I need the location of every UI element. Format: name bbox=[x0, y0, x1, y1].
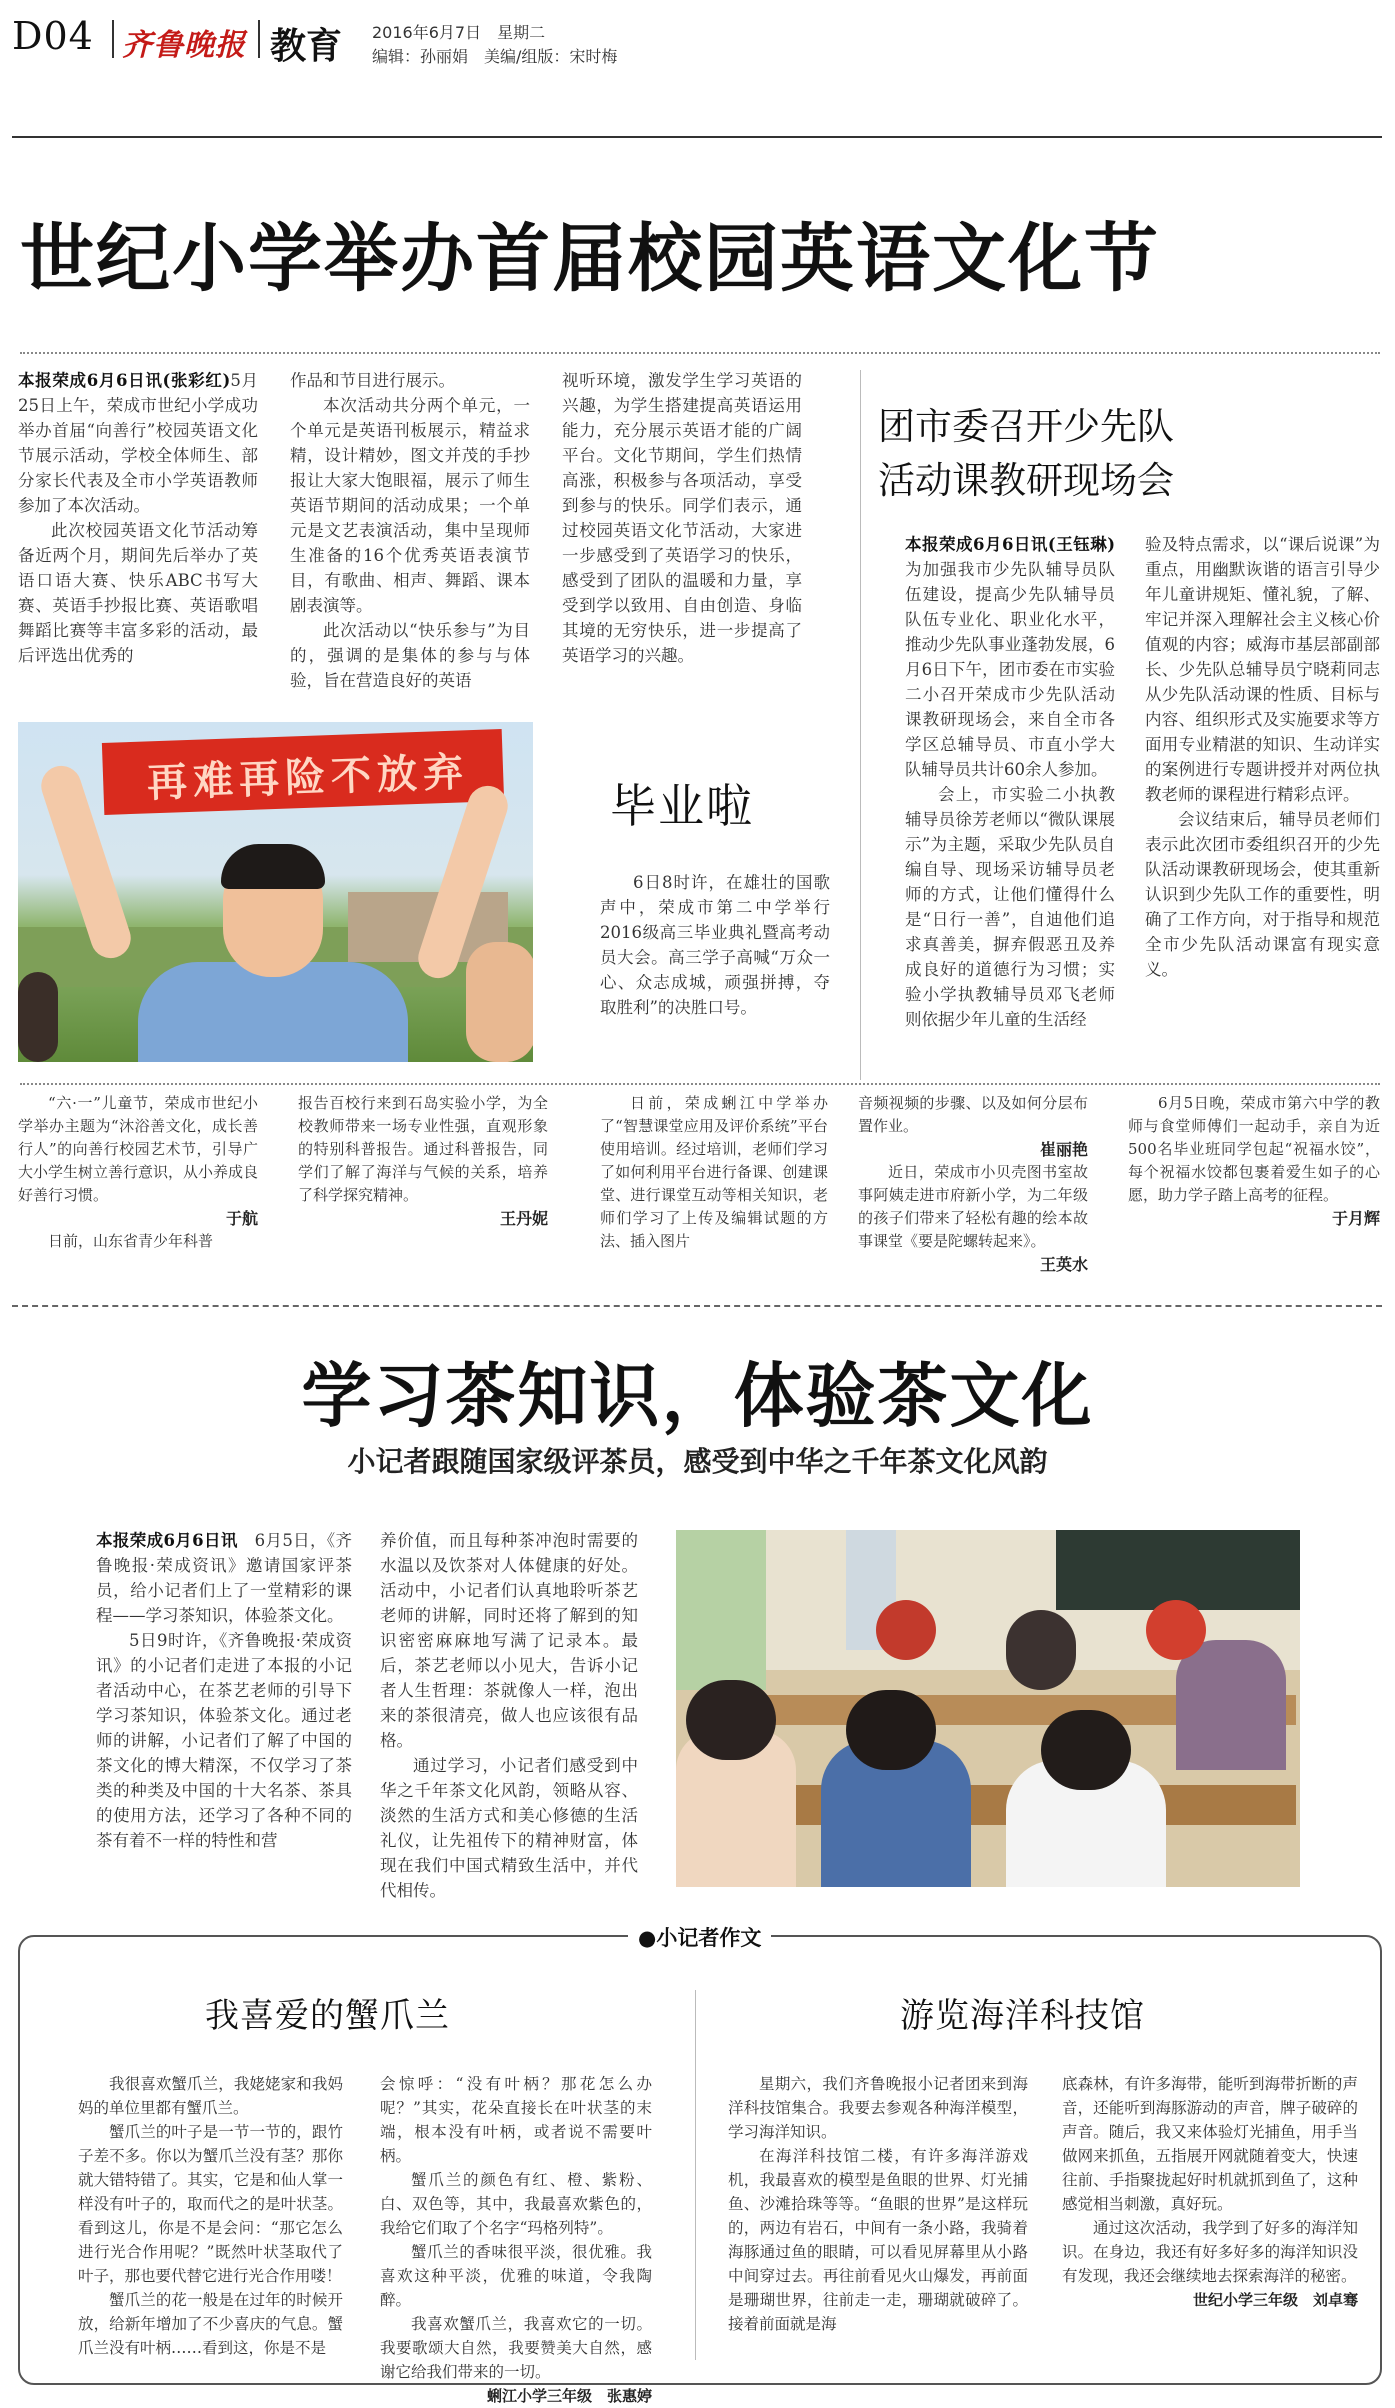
header-rule bbox=[12, 136, 1382, 138]
essay2-p4: 通过这次活动，我学到了好多的海洋知识。在身边，我还有好多好多的海洋知识没有发现，我还会继续地去探索海洋的秘密。 bbox=[1062, 2219, 1358, 2285]
tea-p1: 6月5日，《齐鲁晚报·荣成资讯》邀请国家评茶员，给小记者们上了一堂精彩的课程——学习茶知识，体验茶文化。 bbox=[96, 1531, 353, 1625]
a1-p6: 视听环境，激发学生学习英语的兴趣，为学生搭建提高英语运用能力，充分展示英语才能的广阔平台。文化节期间，学生们热情高涨，积极参与各项活动，享受到参与的快乐。同学们表示，通过校园英语文化节活动，大家进一步感受到了英语学习的快乐，感受到了团队的温暖和力量，享受到学以致用、自由创造、身临其境的无穷快乐，进一步提高了英语学习的兴趣。 bbox=[562, 371, 802, 665]
a2-headline-line1: 团市委召开少先队 bbox=[878, 405, 1174, 448]
tea-class-photo bbox=[676, 1530, 1300, 1887]
issue-date bbox=[372, 20, 545, 43]
a2-p1: 为加强我市少先队辅导员队伍建设，提高少先队辅导员队伍专业化、职业化水平，推动少先队事业蓬勃发展，6月6日下午，团市委在市实验二小召开荣成市少先队活动课教研现场会，来自全市各学区总辅导员、市直小学大队辅导员共计60余人参加。 bbox=[905, 560, 1115, 779]
header-divider-2 bbox=[258, 20, 260, 58]
tea-subtitle: 小记者跟随国家级评茶员，感受到中华之千年茶文化风韵 bbox=[347, 1445, 1048, 1478]
tea-dateline: 本报荣成6月6日讯 bbox=[96, 1531, 238, 1550]
brief-1-text: “六·一”儿童节，荣成市世纪小学举办主题为“沐浴善文化，成长善行人”的向善行校园艺术节，引导广大小学生树立善行意识，从小养成良好善行习惯。 bbox=[18, 1094, 259, 1204]
tea-col1 bbox=[96, 1528, 352, 1853]
brief-4-text: 音频视频的步骤、以及如何分层布置作业。 bbox=[858, 1094, 1088, 1135]
brief-2-sign: 王丹妮 bbox=[499, 1209, 548, 1228]
essay1-col2 bbox=[380, 2072, 652, 2408]
essay1-p2: 蟹爪兰的叶子是一节一节的，跟竹子差不多。你以为蟹爪兰没有茎？那你就大错特错了。其实，它是和仙人掌一样没有叶子的，取而代之的是叶状茎。看到这儿，你是不是会问：“那它怎么进行光合作用呢？”既然叶状茎取代了叶子，那也要代替它进行光合作用喽！ bbox=[78, 2123, 343, 2285]
a2-vrule bbox=[860, 370, 861, 1080]
tea-p3: 养价值，而且每种茶冲泡时需要的水温以及饮茶对人体健康的好处。活动中，小记者们认真地聆听茶艺老师的讲解，同时还将了解到的知识密密麻麻地写满了记录本。最后，茶艺老师以小见大，告诉小记者人生哲理：茶就像人一样，泡出来的茶很清亮，做人也应该很有品格。 bbox=[380, 1531, 638, 1750]
a1-col1 bbox=[18, 368, 258, 668]
dotted-rule-2 bbox=[20, 1083, 1380, 1085]
brief-3-text: 日前，荣成蜊江中学举办了“智慧课堂应用及评价系统”平台使用培训。经过培训，老师们学习了如何利用平台进行备课、创建课堂、进行课堂互动等相关知识，老师们学习了上传及编辑试题的方法、插入图片 bbox=[600, 1094, 828, 1250]
graduation-headline: 毕业啦 bbox=[610, 779, 754, 833]
briefs-row bbox=[18, 1092, 1380, 1274]
a1-col3 bbox=[562, 368, 802, 668]
essay2-p2: 在海洋科技馆二楼，有许多海洋游戏机，我最喜欢的模型是鱼眼的世界、灯光捕鱼、沙滩拾珠等等。“鱼眼的世界”是这样玩的，两边有岩石，中间有一条小路，我骑着海豚通过鱼的眼睛，可以看见屏幕里从小路中间穿过去。再往前看见火山爆发，再前面是珊瑚世界，往前走一走，珊瑚就破碎了。接着前面就是海 bbox=[728, 2147, 1028, 2333]
essay1-title: 我喜爱的蟹爪兰 bbox=[205, 1996, 450, 2036]
a2-headline-line2: 活动课教研现场会 bbox=[878, 459, 1174, 502]
a1-p5: 此次活动以“快乐参与”为目的，强调的是集体的参与与体验，旨在营造良好的英语 bbox=[290, 621, 530, 690]
essay2-sign: 世纪小学三年级 刘卓骞 bbox=[1192, 2291, 1358, 2309]
essay1-p5: 蟹爪兰的颜色有红、橙、紫粉、白、双色等，其中，我最喜欢紫色的，我给它们取了个名字“玛格列特”。 bbox=[380, 2171, 652, 2237]
a1-p4: 本次活动共分两个单元，一个单元是英语刊板展示，精益求精，设计精妙，图文并茂的手抄报让大家大饱眼福，展示了师生英语节期间的活动成果；一个单元是文艺表演活动，集中呈现师生准备的16个优秀英语表演节目，有歌曲、相声、舞蹈、课本剧表演等。 bbox=[290, 396, 530, 615]
date: 2016年6月7日 bbox=[372, 23, 482, 42]
a2-p3: 验及特点需求，以“课后说课”为重点，用幽默诙谐的语言引导少年儿童讲规矩、懂礼貌，了解、牢记并深入理解社会主义核心价值观的内容；威海市基层部副部长、少先队总辅导员宁晓莉同志从少先队活动课的性质、目标与内容、组织形式及实施要求等方面用专业精湛的知识、生动详实的案例进行专题讲授并对两位执教老师的课程进行精彩点评。 bbox=[1145, 535, 1380, 804]
essay1-p4: 会惊呼：“没有叶柄？那花怎么办呢？”其实，花朵直接长在叶状茎的末端，根本没有叶柄，或者说不需要叶柄。 bbox=[380, 2075, 652, 2165]
a2-headline bbox=[878, 400, 1174, 508]
a1-p2: 此次校园英语文化节活动筹备近两个月，期间先后举办了英语口语大赛、快乐ABC书写大赛、英语手抄报比赛、英语歌唱舞蹈比赛等丰富多彩的活动，最后评选出优秀的 bbox=[18, 521, 258, 665]
a2-p2: 会上，市实验二小执教辅导员徐芳老师以“微队课展示”为主题，采取少先队员自编自导、现场采访辅导员老师的方式，让他们懂得什么是“日行一善”，自迪他们追求真善美，摒弃假恶丑及养成良好的道德行为习惯；实验小学执教辅导员邓飞老师则依据少年儿童的生活经 bbox=[905, 785, 1115, 1029]
editor: 编辑：孙丽娟 bbox=[372, 47, 469, 66]
essay2-col2 bbox=[1062, 2072, 1358, 2312]
brief-1-sign: 于航 bbox=[225, 1209, 258, 1228]
graduation-photo bbox=[18, 722, 533, 1062]
essay1-p6: 蟹爪兰的香味很平淡，很优雅。我喜欢这种平淡，优雅的味道，令我陶醉。 bbox=[380, 2243, 652, 2309]
a1-p3: 作品和节目进行展示。 bbox=[290, 371, 455, 390]
tea-headline: 学习茶知识，体验茶文化 bbox=[301, 1355, 1094, 1437]
brief-4-sign: 崔丽艳 bbox=[1039, 1140, 1088, 1159]
brief-4 bbox=[858, 1092, 1088, 1276]
graduation-text bbox=[600, 870, 830, 1020]
designer: 美编/组版：宋时梅 bbox=[484, 47, 618, 66]
tea-p2: 5日9时许，《齐鲁晚报·荣成资讯》的小记者们走进了本报的小记者活动中心，在茶艺老师的引导下学习茶知识，体验茶文化。通过老师的讲解，小记者们了解了中国的茶文化的博大精深，不仅学习了茶类的种类及中国的十大名茶、茶具的使用方法，还学习了各种不同的茶有着不一样的特性和营 bbox=[96, 1631, 352, 1850]
essay-divider bbox=[695, 1990, 696, 2360]
headline-english-festival: 世纪小学举办首届校园英语文化节 bbox=[20, 216, 1160, 302]
tea-col2 bbox=[380, 1528, 638, 1903]
a2-p4: 会议结束后，辅导员老师们表示此次团市委组织召开的少先队活动课教研现场会，使其重新认识到少先队工作的重要性，明确了工作方向，对于指导和规范全市少先队活动课富有现实意义。 bbox=[1145, 810, 1380, 979]
essay1-col1 bbox=[78, 2072, 343, 2360]
essay2-col1 bbox=[728, 2072, 1028, 2336]
paper-logo: 齐鲁晚报 bbox=[122, 28, 246, 63]
essay2-p3: 底森林，有许多海带，能听到海带折断的声音，还能听到海豚游动的声音，牌子破碎的声音。随后，我又来体验灯光捕鱼，用手当做网来抓鱼，五指展开网就随着变大，快速往前、手指聚拢起好时机就抓到鱼了，这种感觉相当刺激，真好玩。 bbox=[1062, 2075, 1358, 2213]
brief-5-text: 6月5日晚，荣成市第六中学的教师与食堂师傅们一起动手，亲自为近500名毕业班同学包起“祝福水饺”，每个祝福水饺都包裹着爱生如子的心愿，助力学子踏上高考的征程。 bbox=[1128, 1094, 1380, 1204]
header-divider bbox=[112, 20, 114, 58]
brief-5 bbox=[1128, 1092, 1380, 1230]
brief-2-text: 报告百校行来到石岛实验小学，为全校教师带来一场专业性强，直观形象的特别科普报告。通过科普报告，同学们了解了海洋与气候的关系，培养了科学探究精神。 bbox=[298, 1094, 548, 1204]
graduation-p1: 6日8时许，在雄壮的国歌声中，荣成市第二中学举行2016级高三毕业典礼暨高考动员大会。高三学子高喊“万众一心、众志成城，顽强拼搏，夺取胜利”的决胜口号。 bbox=[600, 873, 830, 1017]
brief-4-tail: 近日，荣成市小贝壳图书室故事阿姨走进市府新小学，为二年级的孩子们带来了轻松有趣的绘本故事课堂《要是陀螺转起来》。 bbox=[858, 1163, 1088, 1250]
essay2-p1: 星期六，我们齐鲁晚报小记者团来到海洋科技馆集合。我要去参观各种海洋模型，学习海洋知识。 bbox=[728, 2075, 1028, 2141]
section-name: 教育 bbox=[270, 26, 343, 67]
dotted-rule bbox=[20, 352, 1380, 354]
a1-col2 bbox=[290, 368, 530, 693]
essay1-p7: 我喜欢蟹爪兰，我喜欢它的一切。我要歌颂大自然，我要赞美大自然，感谢它给我们带来的一切。 bbox=[380, 2315, 652, 2381]
brief-1 bbox=[18, 1092, 258, 1253]
essay2-title: 游览海洋科技馆 bbox=[900, 1996, 1145, 2036]
section-rule bbox=[12, 1305, 1382, 1307]
kids-tag: ●小记者作文 bbox=[628, 1922, 771, 1952]
brief-4-sign2: 王英水 bbox=[1039, 1255, 1088, 1274]
page-number: D04 bbox=[12, 14, 94, 58]
brief-1-tail: 日前，山东省青少年科普 bbox=[48, 1232, 214, 1250]
a2-dateline: 本报荣成6月6日讯(王钰琳) bbox=[905, 535, 1115, 554]
essay1-p3: 蟹爪兰的花一般是在过年的时候开放，给新年增加了不少喜庆的气息。蟹爪兰没有叶柄……看到这，你是不是 bbox=[78, 2291, 343, 2357]
essay1-sign: 蜊江小学三年级 张惠婷 bbox=[486, 2387, 652, 2405]
brief-2 bbox=[298, 1092, 548, 1230]
a1-dateline: 本报荣成6月6日讯(张彩红) bbox=[18, 371, 231, 390]
tea-p4: 通过学习，小记者们感受到中华之千年茶文化风韵，领略从容、淡然的生活方式和美心修德的生活礼仪，让先祖传下的精神财富，体现在我们中国式精致生活中，并代代相传。 bbox=[380, 1756, 638, 1900]
editor-credits bbox=[372, 44, 617, 67]
brief-3 bbox=[600, 1092, 828, 1253]
brief-5-sign: 于月辉 bbox=[1331, 1209, 1380, 1228]
weekday: 星期二 bbox=[497, 23, 546, 42]
a2-col1 bbox=[905, 532, 1115, 1032]
a1-p1: 5月25日上午，荣成市世纪小学成功举办首届“向善行”校园英语文化节展示活动，学校全体师生、部分家长代表及全市小学英语教师参加了本次活动。 bbox=[18, 371, 258, 515]
a2-col2 bbox=[1145, 532, 1380, 982]
essay1-p1: 我很喜欢蟹爪兰，我姥姥家和我妈妈的单位里都有蟹爪兰。 bbox=[78, 2075, 343, 2117]
banner-text: 再难再险不放弃 bbox=[146, 748, 470, 807]
